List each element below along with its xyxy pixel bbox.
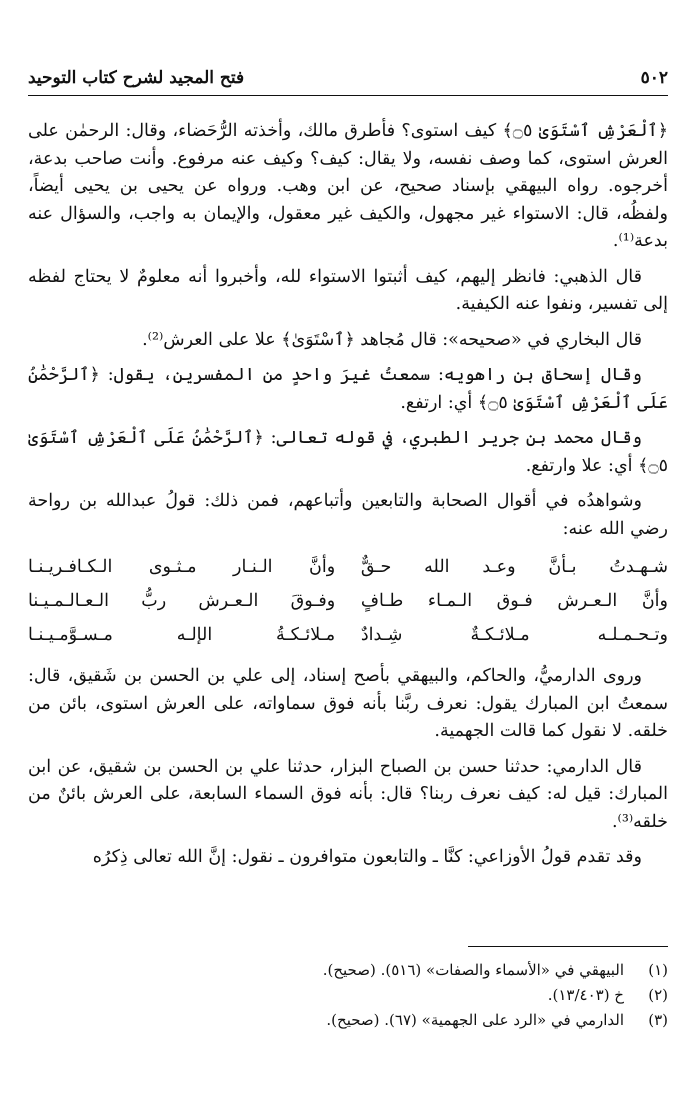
verse-second-half: وفـوقَ الـعـرش ربُّ الـعـالـمـيـنا [28, 591, 336, 612]
paragraph: وقد تقدم قولُ الأوزاعي: كنَّا ـ والتابعون متوافرون ـ نقول: إنَّ الله تعالى ذِكرُه [92, 847, 642, 867]
footnote [28, 1008, 668, 1033]
footnote-separator [468, 946, 668, 947]
verse-first-half: وأنَّ الـعـرش فـوق الـمـاء طـافٍ [360, 591, 668, 612]
footnote [28, 983, 668, 1008]
poem-verse [28, 619, 668, 653]
paragraph: وروى الدارميُّ، والحاكم، والبيهقي بأصح إسناد، إلى علي بن الحسن بن شَقيق، قال: سمعتُ ابن المبارك يقول: نعرف ربَّنا بأنه فوق سماواته، على العرش استوى، بائن من خلقه. لا نقول كما قالت الجهمية. [28, 666, 668, 741]
book-page [28, 0, 668, 1108]
poem-verse [28, 585, 668, 619]
footnote-text: خ (١٣/٤٠٣). [547, 986, 624, 1004]
poem-verse [28, 551, 668, 585]
running-title: فتح المجيد لشرح كتاب التوحيد [28, 68, 245, 88]
paragraph: وقال محمد بن جرير الطبري، في قوله تعالى: ﴿ٱلرَّحْمَٰنُ عَلَى ٱلْعَرْشِ ٱسْتَوَىٰ ۝٥﴾ أي: علا وارتفع. [28, 428, 668, 476]
paragraph: وقال إسحاق بن راهويه: سمعتُ غيرَ واحدٍ من المفسرين، يقول: ﴿ٱلرَّحْمَٰنُ عَلَى ٱلْعَرْشِ ٱسْتَوَىٰ ۝٥﴾ أي: ارتفع. [28, 365, 668, 413]
paragraph: قال البخاري في «صحيحه»: قال مُجاهد ﴿ٱسْتَوَىٰ﴾ علا على العرش⁽²⁾. [142, 329, 642, 350]
footnote-number: (٣) [648, 1011, 668, 1029]
main-text [28, 118, 668, 880]
footnotes [28, 958, 668, 1033]
verse-second-half: وأنَّ الـنـار مـثـوى الـكـافـريـنـا [28, 557, 336, 578]
paragraph: ﴿ٱلْعَرْشِ ٱسْتَوَىٰ ۝٥﴾ كيف استوى؟ فأطرق مالك، وأخذته الرُّحَضاء، وقال: الرحمٰن على العرش استوى، كما وصف نفسه، ولا يقال: كيف؟ وكيف عنه مرفوع. وأنت صاحب بدعة، أخرجوه. رواه البيهقي بإسناد صحيح، عن ابن وهب. ورواه عن يحيى بن يحيى أيضاً، ولفظُه، قال: الاستواء غير مجهول، والكيف غير معقول، والإيمان به واجب، والسؤال عنه بدعة⁽¹⁾. [28, 121, 668, 251]
footnote-number: (١) [648, 961, 668, 979]
poem [28, 551, 668, 653]
page-header [28, 60, 668, 88]
header-rule [28, 95, 668, 96]
paragraph: قال الذهبي: فانظر إليهم، كيف أثبتوا الاستواء لله، وأخبروا أنه معلومٌ لا يحتاج لفظه إلى تفسير، ونفوا عنه الكيفية. [28, 266, 668, 314]
paragraph: وشواهدُه في أقوال الصحابة والتابعين وأتباعهم، فمن ذلك: قولُ عبدالله بن رواحة رضي الله عنه: [28, 491, 668, 539]
page-number: ٥٠٢ [640, 68, 668, 88]
footnote-text: البيهقي في «الأسماء والصفات» (٥١٦). (صحيح). [322, 961, 624, 979]
footnote [28, 958, 668, 983]
verse-first-half: وتـحـمـلـه مـلائـكـةٌ شِـدادٌ [360, 625, 668, 646]
paragraph: قال الدارمي: حدثنا حسن بن الصباح البزار، حدثنا علي بن الحسن بن شقيق، عن ابن المبارك: قيل له: كيف نعرف ربنا؟ قال: بأنه فوق السماء السابعة، على العرش بائنٌ من خلقه⁽³⁾. [28, 756, 668, 832]
verse-first-half: شـهـدتُ بـأنَّ وعـد الله حـقٌّ [360, 557, 668, 578]
footnote-text: الدارمي في «الرد على الجهمية» (٦٧). (صحيح). [326, 1011, 624, 1029]
verse-second-half: مـلائـكـةُ الإلـه مـسـوَّمـيـنـا [28, 625, 336, 646]
footnote-number: (٢) [648, 986, 668, 1004]
